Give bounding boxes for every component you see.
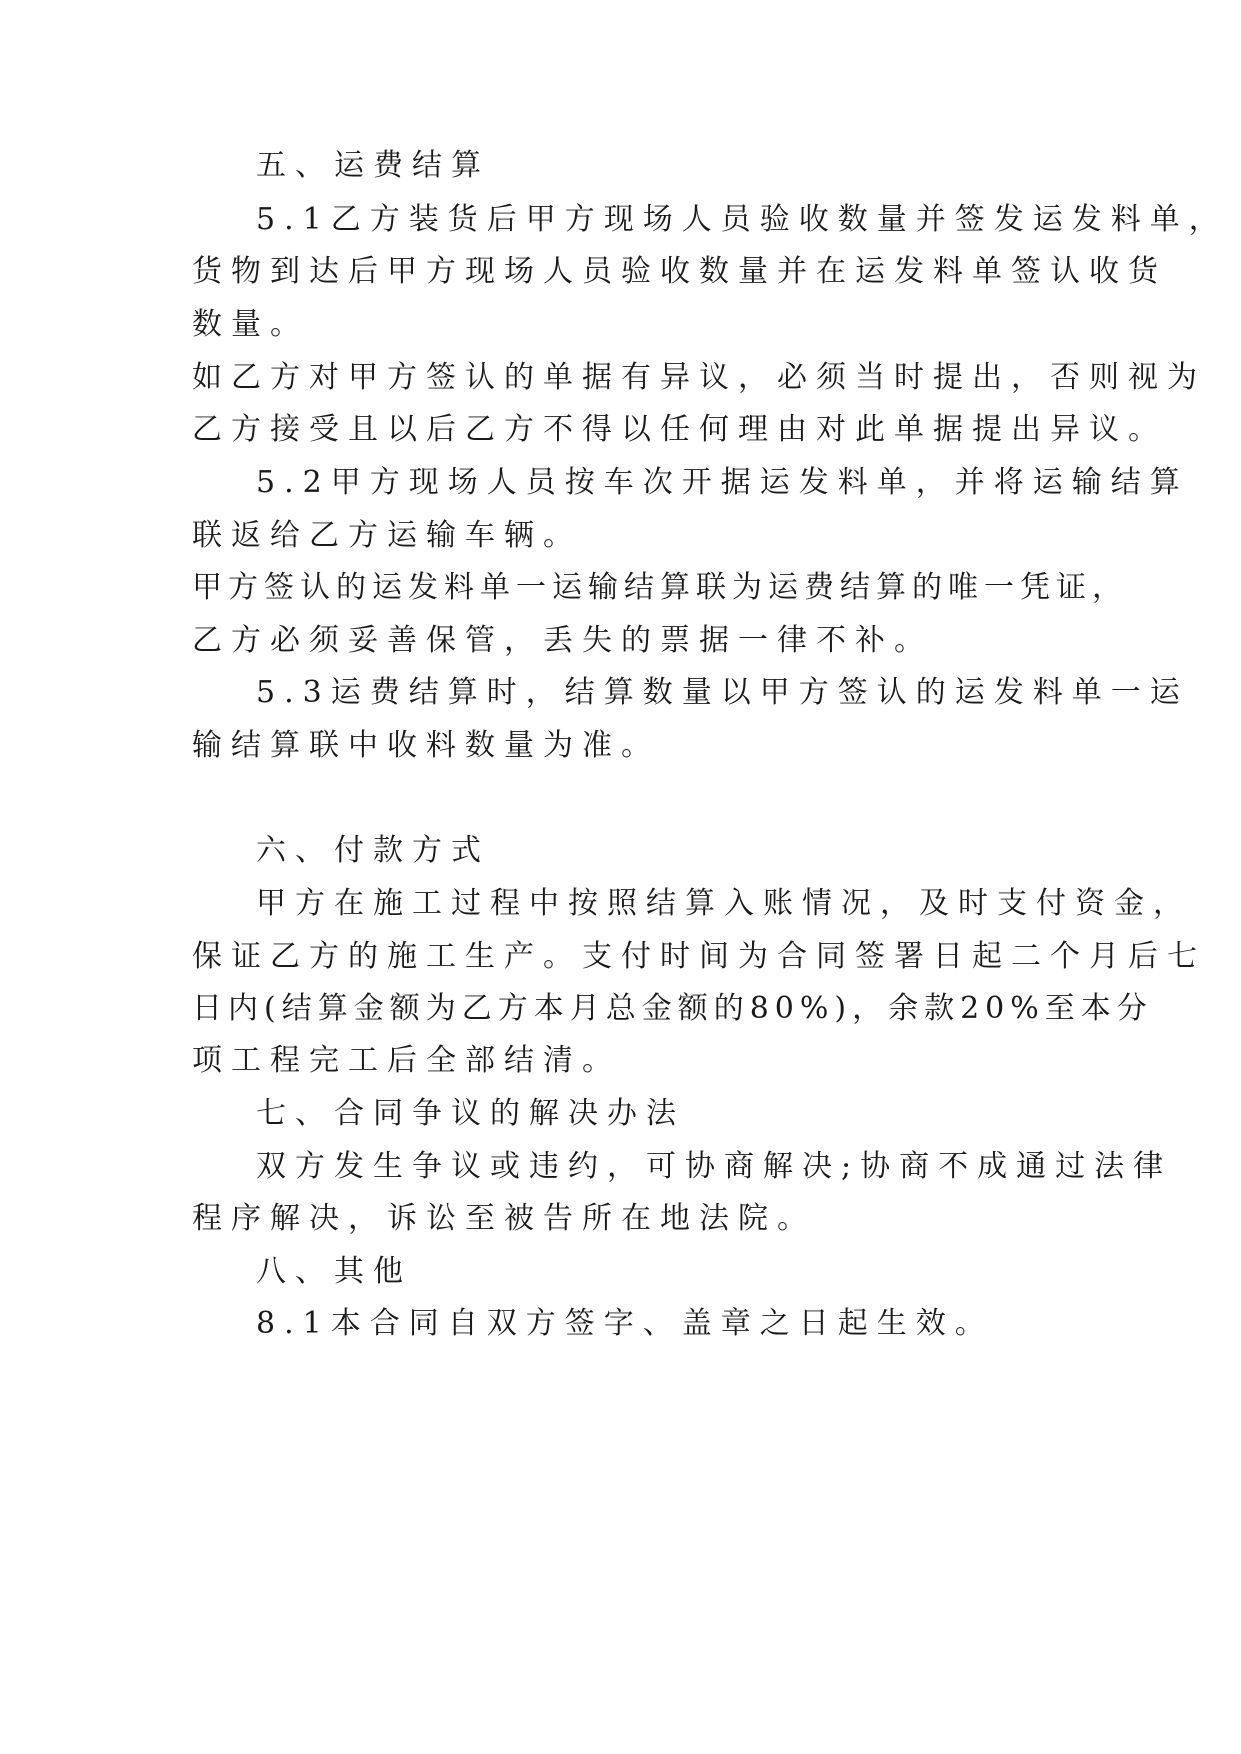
- section-heading-other: 八、其他: [256, 1254, 412, 1289]
- clause-5-1-line-4: 如乙方对甲方签认的单据有异议，必须当时提出，否则视为: [192, 360, 1206, 395]
- dispute-line-1: 双方发生争议或违约，可协商解决;协商不成通过法律: [256, 1149, 1173, 1184]
- payment-line-3: 日内(结算金额为乙方本月总金额的80%)，余款20%至本分: [192, 991, 1153, 1026]
- clause-5-1-line-3: 数量。: [192, 307, 309, 342]
- clause-5-2-line-4: 乙方必须妥善保管，丢失的票据一律不补。: [192, 623, 933, 658]
- clause-5-1-line-1: 5.1乙方装货后甲方现场人员验收数量并签发运发料单，: [256, 202, 1228, 237]
- payment-line-2: 保证乙方的施工生产。支付时间为合同签署日起二个月后七: [192, 939, 1206, 974]
- clause-5-2-line-2: 联返给乙方运输车辆。: [192, 518, 582, 553]
- payment-line-4: 项工程完工后全部结清。: [192, 1043, 621, 1078]
- section-heading-dispute-resolution: 七、合同争议的解决办法: [256, 1096, 685, 1131]
- section-heading-freight-settlement: 五、运费结算: [256, 148, 490, 183]
- clause-5-2-line-3: 甲方签认的运发料单一运输结算联为运费结算的唯一凭证，: [192, 570, 1128, 605]
- clause-5-3-line-1: 5.3运费结算时，结算数量以甲方签认的运发料单一运: [256, 675, 1189, 710]
- clause-5-2-line-1: 5.2甲方现场人员按车次开据运发料单，并将运输结算: [256, 465, 1189, 500]
- clause-5-1-line-2: 货物到达后甲方现场人员验收数量并在运发料单签认收货: [192, 254, 1167, 289]
- clause-5-3-line-2: 输结算联中收料数量为准。: [192, 728, 660, 763]
- dispute-line-2: 程序解决，诉讼至被告所在地法院。: [192, 1201, 816, 1236]
- section-heading-payment-method: 六、付款方式: [256, 833, 490, 868]
- clause-5-1-line-5: 乙方接受且以后乙方不得以任何理由对此单据提出异议。: [192, 412, 1167, 447]
- payment-line-1: 甲方在施工过程中按照结算入账情况，及时支付资金，: [256, 886, 1192, 921]
- clause-8-1-line-1: 8.1本合同自双方签字、盖章之日起生效。: [256, 1306, 994, 1341]
